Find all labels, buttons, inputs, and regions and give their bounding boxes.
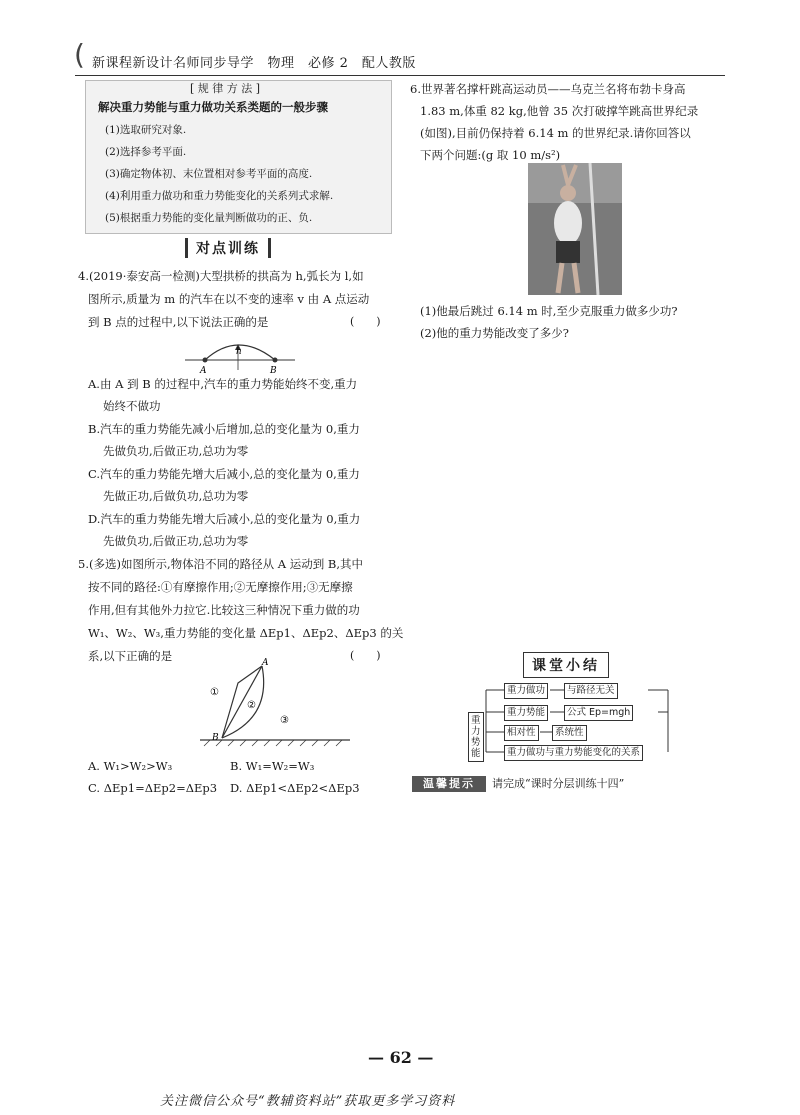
q4-line: 到 B 点的过程中,以下说法正确的是 bbox=[88, 315, 269, 329]
q6-line: (如图),目前仍保持着 6.14 m 的世界纪录.请你回答以 bbox=[420, 126, 691, 140]
q6-line: 6.世界著名撑杆跳高运动员——乌克兰名将布勃卡身高 bbox=[410, 82, 686, 96]
summary-b1: 重力做功 bbox=[504, 683, 548, 699]
paths-figure bbox=[200, 658, 350, 748]
q4-line: 4.(2019·泰安高一检测)大型拱桥的拱高为 h,弧长为 l,如 bbox=[78, 269, 364, 283]
summary-b4: 重力做功与重力势能变化的关系 bbox=[504, 745, 643, 761]
label-b: B bbox=[212, 733, 219, 743]
running-header: 新课程新设计名师同步导学 物理 必修 2 配人教版 bbox=[92, 56, 416, 71]
q6-line: 下两个问题:(g 取 10 m/s²) bbox=[420, 148, 561, 162]
tip-tag: 温馨提示 bbox=[412, 776, 486, 792]
q4-option-cont: 始终不做功 bbox=[103, 399, 161, 413]
q4-option[interactable]: A.由 A 到 B 的过程中,汽车的重力势能始终不变,重力 bbox=[88, 377, 358, 391]
summary-title: 课堂小结 bbox=[523, 652, 609, 678]
bottom-note: 关注微信公众号“教辅资料站”获取更多学习资料 bbox=[160, 1094, 456, 1109]
tip-bar bbox=[412, 776, 720, 792]
q4-option[interactable]: B.汽车的重力势能先减小后增加,总的变化量为 0,重力 bbox=[88, 422, 360, 436]
method-item: (3)确定物体初、末位置相对参考平面的高度. bbox=[105, 168, 313, 180]
q5-line: 按不同的路径:①有摩擦作用;②无摩擦作用;③无摩擦 bbox=[88, 580, 353, 594]
q5-option[interactable]: D. ΔEp1<ΔEp2<ΔEp3 bbox=[230, 781, 360, 795]
method-item: (4)利用重力做功和重力势能变化的关系列式求解. bbox=[105, 190, 334, 202]
label-3: ③ bbox=[280, 715, 289, 726]
method-item: (1)选取研究对象. bbox=[105, 124, 187, 136]
q6-sub: (2)他的重力势能改变了多少? bbox=[420, 326, 569, 340]
summary-b3: 相对性 bbox=[504, 725, 539, 741]
q5-answer-paren: ( ) bbox=[350, 649, 381, 662]
label-b: B bbox=[270, 366, 277, 375]
q4-option-cont: 先做正功,后做负功,总功为零 bbox=[103, 489, 249, 503]
q5-option[interactable]: A. W₁>W₂>W₃ bbox=[88, 759, 173, 773]
point-a bbox=[203, 358, 208, 363]
summary-b2: 重力势能 bbox=[504, 705, 548, 721]
header-brace: ( bbox=[74, 38, 85, 71]
label-2: ② bbox=[247, 700, 256, 711]
summary-b1r: 与路径无关 bbox=[564, 683, 618, 699]
ground-hatch bbox=[204, 740, 342, 746]
q4-option-cont: 先做负功,后做正功,总功为零 bbox=[103, 534, 249, 548]
pole-vault-photo bbox=[528, 163, 622, 295]
q4-answer-paren: ( ) bbox=[350, 315, 381, 328]
method-item: (2)选择参考平面. bbox=[105, 146, 187, 158]
summary-root: 重力势能 bbox=[468, 712, 484, 762]
q5-option[interactable]: B. W₁=W₂=W₃ bbox=[230, 759, 315, 773]
q4-option[interactable]: D.汽车的重力势能先增大后减小,总的变化量为 0,重力 bbox=[88, 512, 361, 526]
label-h: h bbox=[236, 347, 242, 357]
summary-b2r: 公式 Ep=mgh bbox=[564, 705, 633, 721]
header-rule bbox=[75, 75, 725, 76]
q5-line: W₁、W₂、W₃,重力势能的变化量 ΔEp1、ΔEp2、ΔEp3 的关 bbox=[88, 626, 404, 640]
method-tag: [ 规 律 方 法 ] bbox=[190, 82, 261, 95]
label-1: ① bbox=[210, 687, 219, 698]
point-b bbox=[273, 358, 278, 363]
summary-b3r: 系统性 bbox=[552, 725, 587, 741]
tip-text: 请完成“课时分层训练十四” bbox=[492, 777, 625, 790]
q5-line: 作用,但有其他外力拉它.比较这三种情况下重力做的功 bbox=[88, 603, 360, 617]
method-item: (5)根据重力势能的变化量判断做功的正、负. bbox=[105, 212, 313, 224]
q5-line: 系,以下正确的是 bbox=[88, 649, 173, 663]
q5-option[interactable]: C. ΔEp1=ΔEp2=ΔEp3 bbox=[88, 781, 218, 795]
label-a: A bbox=[200, 366, 207, 375]
q6-sub: (1)他最后跳过 6.14 m 时,至少克服重力做多少功? bbox=[420, 304, 678, 318]
summary-diagram bbox=[468, 682, 678, 762]
bridge-figure bbox=[180, 330, 300, 375]
pole-vaulter-image bbox=[528, 163, 622, 295]
q6-line: 1.83 m,体重 82 kg,他曾 35 次打破撑竿跳高世界纪录 bbox=[420, 104, 699, 118]
q4-option[interactable]: C.汽车的重力势能先增大后减小,总的变化量为 0,重力 bbox=[88, 467, 360, 481]
q5-line: 5.(多选)如图所示,物体沿不同的路径从 A 运动到 B,其中 bbox=[78, 557, 363, 571]
q4-option-cont: 先做负功,后做正功,总功为零 bbox=[103, 444, 249, 458]
page-number: — 62 — bbox=[368, 1048, 434, 1067]
method-title: 解决重力势能与重力做功关系类题的一般步骤 bbox=[98, 100, 328, 114]
label-a: A bbox=[262, 658, 269, 668]
training-title: 对点训练 bbox=[185, 238, 271, 258]
q4-line: 图所示,质量为 m 的汽车在以不变的速率 v 由 A 点运动 bbox=[88, 292, 370, 306]
